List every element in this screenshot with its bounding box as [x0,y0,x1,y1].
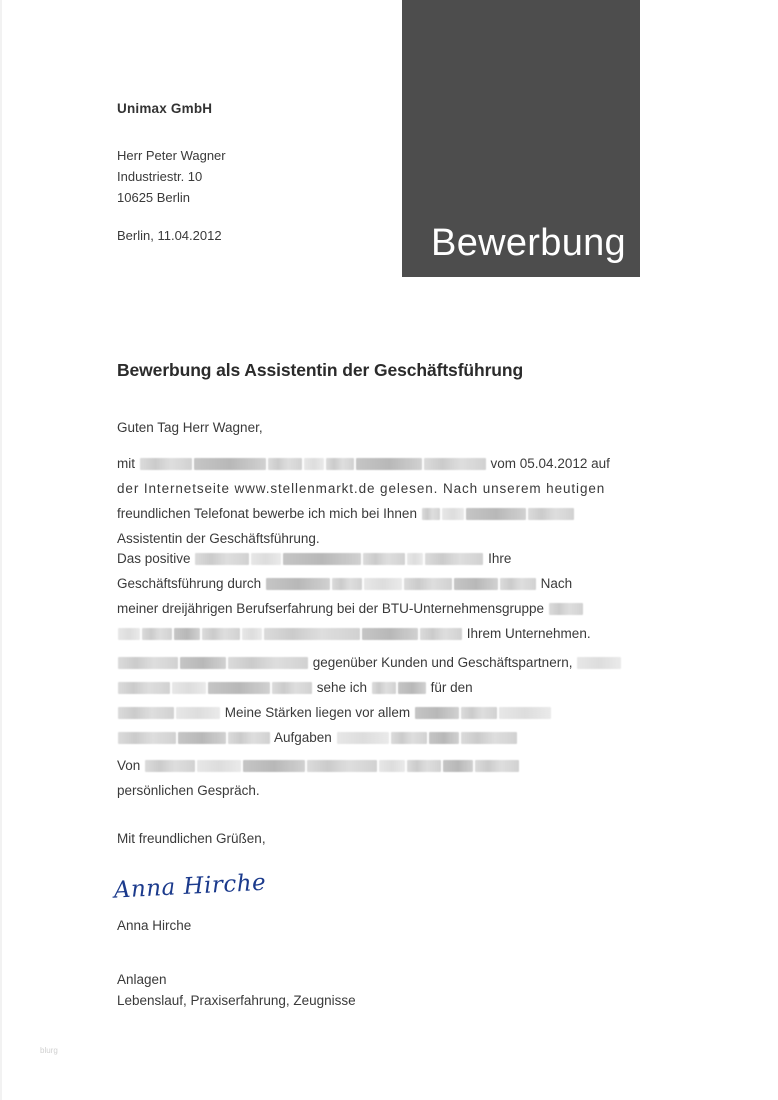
p3-e: Aufgaben [274,730,332,745]
redacted-block [194,458,266,470]
paragraph-2-line-1 [117,546,680,571]
redacted-block [466,508,526,520]
redacted-block [264,628,360,640]
letter-paragraph-3 [117,650,680,750]
attachments-list: Lebenslauf, Praxiserfahrung, Zeugnisse [117,993,356,1008]
p2-a: Das positive [117,551,191,566]
p4-b: persönlichen Gespräch. [117,783,260,798]
p1-line-4-text: Assistentin der Geschäftsführung. [117,531,320,546]
redacted-block [142,628,172,640]
letter-greeting: Guten Tag Herr Wagner, [117,420,263,435]
paragraph-3-line-2 [117,675,680,700]
redacted-block [404,578,452,590]
redacted-block [549,603,583,615]
p1-mid-1: vom 05.04.2012 auf [490,456,610,471]
p1-line-2-text: der Internetseite www.stellenmarkt.de gelesen. Nach unserem heutigen [117,481,606,496]
redacted-block [228,657,308,669]
redacted-block [429,732,459,744]
redacted-block [407,760,441,772]
redacted-block [422,508,440,520]
redacted-block [228,732,270,744]
signature-name: Anna Hirche [117,918,192,933]
redacted-block [363,553,405,565]
redacted-block [118,707,174,719]
paragraph-4-line-1 [117,753,680,778]
recipient-city: 10625 Berlin [117,190,190,205]
redacted-block [379,760,405,772]
letter-subject: Bewerbung als Assistentin der Geschäftsführung [117,360,524,380]
paragraph-2-line-3 [117,596,680,621]
redacted-block [208,682,270,694]
recipient-name: Herr Peter Wagner [117,148,226,163]
p2-e: meiner dreijährigen Berufserfahrung bei der BTU-Unternehmensgruppe [117,601,544,616]
redacted-block [332,578,362,590]
redacted-block [475,760,519,772]
redacted-block [443,760,473,772]
redacted-block [176,707,220,719]
redacted-block [118,682,170,694]
redacted-block [272,682,312,694]
redacted-block [242,628,262,640]
p3-c: für den [430,680,473,695]
p3-d: Meine Stärken liegen vor allem [224,705,411,720]
redacted-block [195,553,249,565]
recipient-street: Industriestr. 10 [117,169,203,184]
redacted-block [407,553,423,565]
redacted-block [307,760,377,772]
redacted-block [243,760,305,772]
redacted-block [424,458,486,470]
attachments-label: Anlagen [117,972,167,987]
redacted-block [145,760,195,772]
redacted-block [372,682,396,694]
redacted-block [425,553,483,565]
page-left-edge [0,0,2,1100]
redacted-block [266,578,330,590]
letter-paragraph-4 [117,753,680,803]
paragraph-2-line-2 [117,571,680,596]
signature-image: Anna Hirche [113,869,267,904]
redacted-block [454,578,498,590]
redacted-block [202,628,240,640]
redacted-block [500,578,536,590]
redacted-block [499,707,551,719]
redacted-block [577,657,621,669]
letter-paragraph-2 [117,546,680,646]
p1-prefix: mit [117,456,135,471]
redacted-block [461,732,517,744]
redacted-block [304,458,324,470]
redacted-block [461,707,497,719]
p3-a: gegenüber Kunden und Geschäftspartnern, [312,655,573,670]
recipient-address [117,145,226,208]
redacted-block [268,458,302,470]
paragraph-1-line-1 [117,451,680,476]
p1-line-3-text: freundlichen Telefonat bewerbe ich mich bei Ihnen [117,506,417,521]
paragraph-1-line-3 [117,501,680,526]
redacted-block [197,760,241,772]
p2-c: Geschäftsführung durch [117,576,262,591]
place-and-date: Berlin, 11.04.2012 [117,228,222,243]
paragraph-4-line-2 [117,778,680,803]
p3-b: sehe ich [316,680,368,695]
company-name: Unimax GmbH [117,101,213,116]
paragraph-2-line-4 [117,621,680,646]
paragraph-1-line-2 [117,476,680,501]
redacted-block [118,732,176,744]
redacted-block [415,707,459,719]
redacted-block [356,458,422,470]
redacted-block [180,657,226,669]
bewerbung-banner [402,0,640,277]
paragraph-3-line-3 [117,700,680,725]
redacted-block [420,628,462,640]
p4-a: Von [117,758,141,773]
redacted-block [337,732,389,744]
p2-d: Nach [540,576,573,591]
redacted-block [391,732,427,744]
redacted-block [364,578,402,590]
p2-f: Ihrem Unternehmen. [466,626,591,641]
letter-closing: Mit freundlichen Grüßen, [117,831,266,846]
letter-paragraph-1 [117,451,680,551]
redacted-block [283,553,361,565]
redacted-block [251,553,281,565]
redacted-block [528,508,574,520]
redacted-block [326,458,354,470]
redacted-block [178,732,226,744]
redacted-block [398,682,426,694]
redacted-block [442,508,464,520]
paragraph-3-line-1 [117,650,680,675]
redacted-block [140,458,192,470]
redacted-block [362,628,418,640]
p2-b: Ihre [488,551,512,566]
redacted-block [174,628,200,640]
watermark-text: blurg [40,1046,58,1055]
redacted-block [118,628,140,640]
redacted-block [118,657,178,669]
redacted-block [172,682,206,694]
banner-title: Bewerbung [431,222,626,264]
paragraph-3-line-4 [117,725,680,750]
